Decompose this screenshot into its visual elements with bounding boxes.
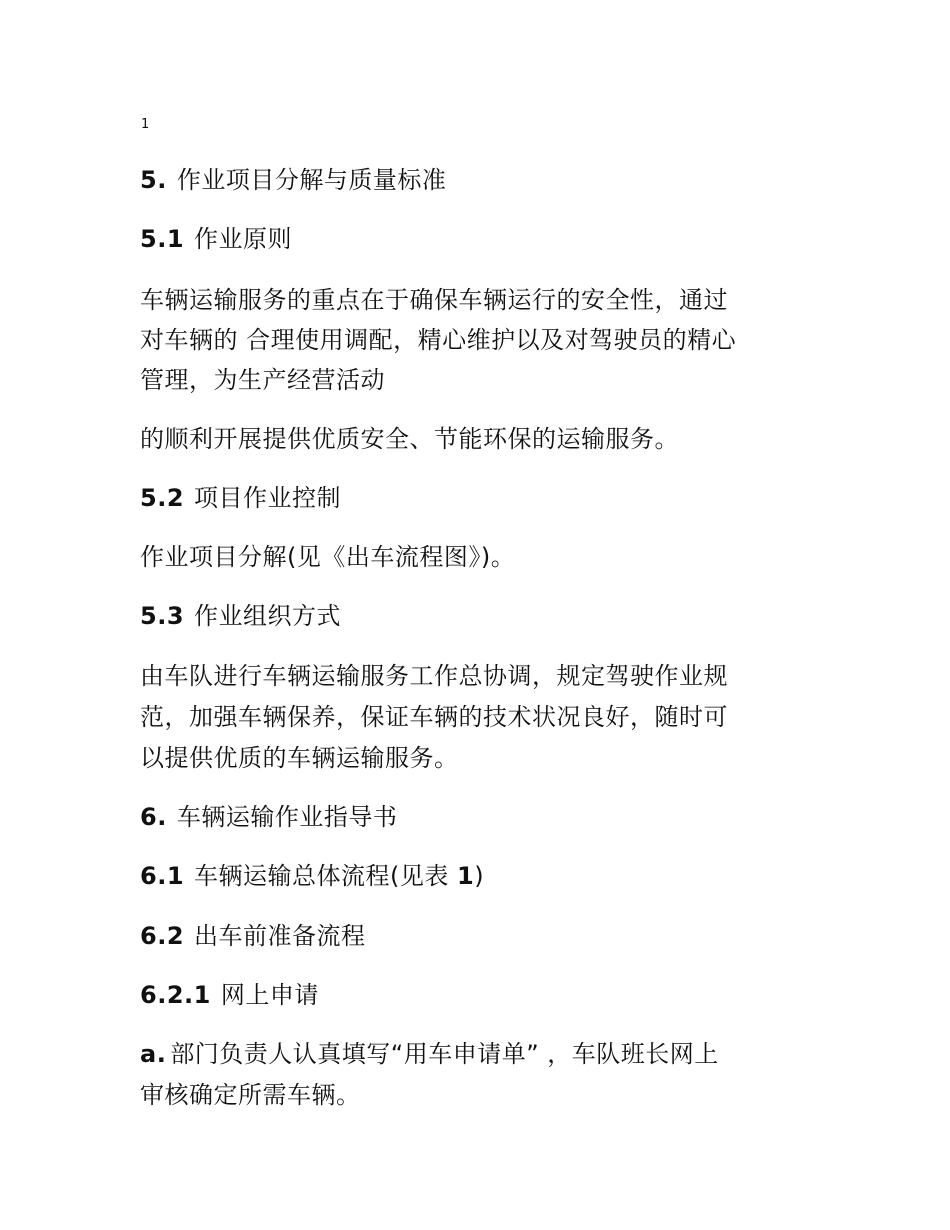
paragraph-line: 由车队进行车辆运输服务工作总协调，规定驾驶作业规 <box>140 662 728 690</box>
heading-section-5-3 <box>140 596 820 636</box>
page-number: 1 <box>141 117 150 132</box>
heading-section-5 <box>140 160 820 200</box>
heading-number: 6.2 <box>140 922 185 950</box>
heading-number: 6.1 <box>140 862 185 890</box>
heading-section-6-1 <box>140 856 820 896</box>
paragraph-line: 范，加强车辆保养，保证车辆的技术状况良好，随时可 <box>140 703 728 731</box>
paragraph-line: 车辆运输服务的重点在于确保车辆运行的安全性，通过 <box>140 286 728 314</box>
heading-number: 5.3 <box>140 602 185 630</box>
list-item-text: 部门负责人认真填写“用车申请单” ，车队班长网上 <box>170 1040 719 1068</box>
heading-section-5-1 <box>140 219 820 259</box>
heading-section-5-2 <box>140 478 820 518</box>
heading-title: 车辆运输总体流程(见表 <box>194 862 458 890</box>
heading-number: 5. <box>140 166 167 194</box>
heading-title: 项目作业控制 <box>194 484 342 512</box>
paragraph-line: 的顺利开展提供优质安全、节能环保的运输服务。 <box>140 425 679 453</box>
heading-title: 车辆运输作业指导书 <box>176 803 398 831</box>
heading-title-suffix: ) <box>474 862 485 890</box>
heading-section-6-2-1 <box>140 975 820 1015</box>
paragraph-line: 审核确定所需车辆。 <box>140 1081 361 1109</box>
paragraph-line: 以提供优质的车辆运输服务。 <box>140 744 459 772</box>
list-item-a <box>140 1034 820 1074</box>
list-marker: a. <box>140 1040 167 1068</box>
heading-section-6-2 <box>140 916 820 956</box>
heading-title: 作业原则 <box>194 225 293 253</box>
heading-number: 5.2 <box>140 484 185 512</box>
heading-number: 6.2.1 <box>140 981 211 1009</box>
table-reference-number: 1 <box>457 862 475 890</box>
paragraph-line: 管理，为生产经营活动 <box>140 366 385 394</box>
heading-title: 出车前准备流程 <box>194 922 366 950</box>
paragraph-line: 作业项目分解(见《出车流程图》)。 <box>140 543 516 571</box>
heading-title: 作业组织方式 <box>194 602 342 630</box>
heading-number: 5.1 <box>140 225 185 253</box>
heading-title: 作业项目分解与质量标准 <box>176 166 447 194</box>
heading-title: 网上申请 <box>220 981 319 1009</box>
paragraph-line: 对车辆的 合理使用调配，精心维护以及对驾驶员的精心 <box>140 326 737 354</box>
heading-number: 6. <box>140 803 167 831</box>
heading-section-6 <box>140 797 820 837</box>
